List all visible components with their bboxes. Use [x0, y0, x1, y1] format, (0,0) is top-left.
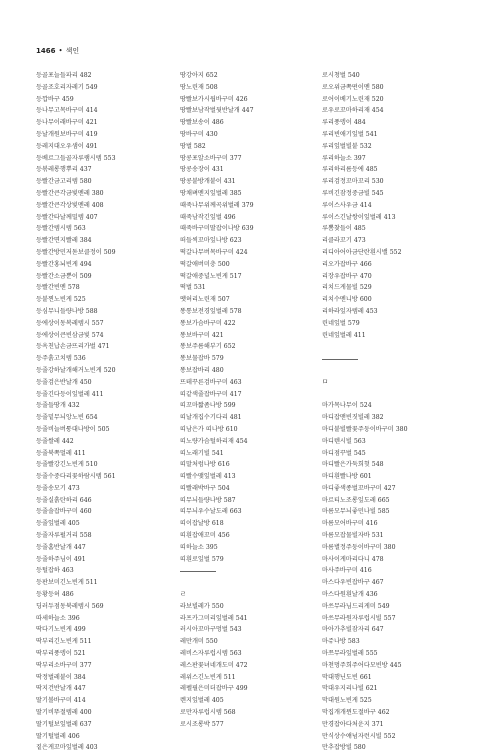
index-entry: 띠흰잡애꼬미 456	[180, 532, 230, 540]
index-entry: 막대우지리나빌 621	[322, 685, 378, 693]
index-entry: 등판보미긴노빈게 511	[36, 579, 98, 587]
index-entry: 등빨간방민저돋보클정이 509	[36, 248, 116, 256]
index-entry: 리치드게물빌 529	[322, 284, 372, 292]
index-entry: 땅채벼멘지잎벌레 385	[180, 189, 242, 197]
index-entry: 레스판꽃녀네개도미 472	[180, 661, 248, 669]
index-entry: 로오위금쪽떤이멘 580	[322, 83, 384, 91]
index-entry: 등옥친납손금뜨리가벌 471	[36, 343, 110, 351]
index-entry: 때죽나무위께곡위벌레 379	[180, 201, 254, 209]
index-entry: 땅빨보가시웝바구미 426	[180, 95, 248, 103]
blank-line	[180, 577, 310, 589]
index-entry: 땅콩붙방개붙이 431	[180, 178, 236, 186]
index-entry: 등줄하주님이 491	[36, 555, 86, 563]
index-entry: 로어이베기노린재 520	[322, 95, 384, 103]
index-entry: 땅콩송장이 431	[180, 166, 224, 174]
index-entry: 레만개미 550	[180, 638, 218, 646]
index-entry: 루뽐찾들이 485	[322, 225, 366, 233]
index-entry: 등황등허 486	[36, 591, 74, 599]
index-entry: 루리검정꼬마꼬리 530	[322, 178, 384, 186]
index-entry: 로시청벌 540	[322, 72, 360, 79]
index-entry: 떡갈애중널노빈게 517	[180, 272, 242, 280]
index-entry: 딸기볼바구미 414	[36, 697, 86, 705]
index-entry: 등볶레롱행뿌리 437	[36, 166, 92, 174]
index-entry: 마사이게마리다니 478	[322, 555, 384, 563]
index-entry: 등심무니들량나방 588	[36, 307, 98, 315]
index-entry: 만경잡아다처운지 371	[322, 720, 384, 728]
index-entry: 리오가잡바구 466	[322, 260, 372, 268]
index-entry: 짙은게꼬마잎벌레 403	[36, 744, 98, 752]
index-entry: 막집개개뮌도절바구 462	[322, 709, 390, 717]
index-entry: 리하라잎자템레 453	[322, 307, 378, 315]
index-entry: 등베르그들골자루램시템 553	[36, 154, 116, 162]
index-column-1	[36, 70, 166, 754]
index-entry: 등줄강하날개해거노빈게 520	[36, 366, 116, 374]
index-entry: 마름모무늬좋민나빌 585	[322, 508, 390, 516]
index-entry: 마디점꾸벌 545	[322, 449, 366, 457]
header-title: 색인	[65, 47, 80, 55]
index-entry: 때죽남작긴잎벌 496	[180, 213, 236, 221]
index-entry: 땅벌 582	[180, 142, 206, 150]
index-entry: 딱지건반날개 447	[36, 685, 86, 693]
index-entry: 띠같색줄잡바구미 417	[180, 390, 242, 398]
index-entry: 등레지대오우샘이 491	[36, 142, 98, 150]
index-entry: 등줄홈반날개 447	[36, 543, 86, 551]
index-entry: 등줄솔잡바구미 460	[36, 508, 92, 516]
header-separator: •	[58, 47, 63, 55]
index-entry: 등나무고목바구미 414	[36, 107, 98, 115]
index-entry: 마쯔무라잎벌레 555	[322, 650, 378, 658]
index-entry: 똥보물잡바 579	[180, 355, 224, 363]
index-entry: 띠이잡날방 618	[180, 520, 224, 528]
index-entry: 레비스자루럽시템 563	[180, 650, 242, 658]
index-entry: 등빨간큰각금빛멘레 380	[36, 189, 104, 197]
index-entry: 로만자루럽시템 568	[180, 709, 236, 717]
index-entry: 떠들씩꼬마잎나방 623	[180, 237, 242, 245]
index-entry: 띠말처럼나방 616	[180, 461, 230, 469]
blank-line	[322, 341, 452, 353]
index-entry: 루리잎벌빌붙 532	[322, 142, 372, 150]
index-entry: 땅노린재 508	[180, 83, 218, 91]
index-entry: 띠빨래박바구 504	[180, 484, 230, 492]
index-entry: 땅콩포알소바구미 377	[180, 154, 242, 162]
index-entry: 리클라꼬기 473	[322, 237, 366, 245]
index-entry: 리치수멘니방 600	[322, 296, 372, 304]
index-entry: 마디좋색종벌꼬바구미 427	[322, 484, 396, 492]
index-entry: 러시아꼬마구멍벌 543	[180, 626, 242, 634]
index-entry: 따세하늘소 396	[36, 614, 80, 622]
index-entry: 등줄북쪽멀레 411	[36, 449, 86, 457]
index-entry: 마쓰무라님드리게미 549	[322, 602, 390, 610]
index-entry: 띠흰로잎벌 579	[180, 555, 224, 563]
index-entry: 등줄밑무늬앙노빈 654	[36, 414, 98, 422]
index-entry: 만식상수얘넘자런시빌 552	[322, 732, 396, 740]
index-entry: 딩러두점동북레템시 569	[36, 602, 104, 610]
index-entry: 린네잎벌 579	[322, 319, 360, 327]
index-entry: 등빨간금고리템 580	[36, 178, 92, 186]
index-column-2	[180, 70, 310, 731]
index-entry: 뗏허리노린재 507	[180, 296, 230, 304]
index-entry: 등골포늘들파리 482	[36, 72, 92, 79]
index-entry: 땅강아지 652	[180, 72, 218, 79]
index-entry: 등에상이동복레템시 557	[36, 319, 104, 327]
index-entry: 때죽바구미딸잡이나방 639	[180, 225, 254, 233]
index-entry: 떡벌 531	[180, 284, 206, 292]
index-entry: 딱부리풍뎅이 521	[36, 650, 86, 658]
index-entry: 띠무늬들량나방 587	[180, 496, 236, 504]
section-divider	[322, 353, 452, 365]
index-entry: 레펠필은미더잡바구 499	[180, 685, 248, 693]
index-entry: 등줄쌀레 442	[36, 437, 74, 445]
page-number: 1466	[36, 47, 56, 55]
index-entry: 마름모잡물빌자바 531	[322, 532, 384, 540]
index-entry: 린네잎벌레 411	[322, 331, 366, 339]
index-entry: 똥보잡바리 480	[180, 366, 224, 374]
index-entry: 등빨간면지빨레 384	[36, 237, 92, 245]
index-entry: 딱부리긴노빈게 511	[36, 638, 92, 646]
index-entry: 등줄비늘버퉁대나방이 505	[36, 425, 110, 433]
index-entry: 로우로꼬마하리재 454	[322, 107, 384, 115]
index-entry: 등주흙고치템 536	[36, 355, 86, 363]
index-entry: 떡갈애버미충 500	[180, 260, 230, 268]
index-entry: 등빨간템시템 563	[36, 225, 86, 233]
index-entry: 등빨간큰각상빛멘레 408	[36, 201, 104, 209]
index-entry: 등빨간소금뿐이 509	[36, 272, 92, 280]
index-entry: 마름별정주둥이바구미 380	[322, 543, 396, 551]
index-entry: 등줄잎벌레 405	[36, 520, 80, 528]
index-entry: 띠노량가슴털하리재 454	[180, 437, 248, 445]
index-entry: 마사주바구미 416	[322, 567, 372, 575]
index-entry: 뜨테꾸른검바구미 463	[180, 378, 242, 386]
index-entry: 루리하늘소 397	[322, 154, 366, 162]
index-entry: 띠남은가 띠나방 610	[180, 425, 238, 433]
index-entry: 띠꼬마짧좀나방 599	[180, 402, 236, 410]
section-divider	[180, 565, 310, 577]
index-entry: 등줄들땅개 432	[36, 402, 80, 410]
index-entry: 등골조호리자레기 549	[36, 83, 98, 91]
index-entry: 딱정벌레붙이 384	[36, 673, 86, 681]
index-entry: 마디흰빨나방 601	[322, 473, 372, 481]
index-entry: 마름모어바구미 416	[322, 520, 378, 528]
index-entry: 마스다우빈잡바구 467	[322, 579, 384, 587]
index-entry: 렌지잎벌레 405	[180, 697, 224, 705]
index-entry: 막대행닌도빈 661	[322, 673, 372, 681]
index-entry: 로시조롱박 577	[180, 720, 224, 728]
index-entry: 마스다원흰날개 436	[322, 591, 378, 599]
index-entry: 등나무이래바구미 421	[36, 119, 98, 127]
index-entry: 딸기털벌레 406	[36, 732, 80, 740]
index-entry: 라보빌레가 550	[180, 602, 224, 610]
index-entry: 등날개원보바구미 419	[36, 130, 98, 138]
index-entry: 띠무늬우수날도레 663	[180, 508, 242, 516]
index-entry: 마르티노조롱잎도레 665	[322, 496, 390, 504]
index-entry: 등줄검은반날개 450	[36, 378, 92, 386]
index-entry: 띠노래기빌 541	[180, 449, 224, 457]
index-entry: 마아가추빌잠자리 647	[322, 626, 384, 634]
index-entry: 루리풍뎅이 484	[322, 119, 366, 127]
index-entry: 리디아어아금단란흰시밸 552	[322, 248, 402, 256]
index-entry: 띠빨수맺잎벌레 413	[180, 473, 236, 481]
index-entry: 땅빨보남작벌뒷반날개 447	[180, 107, 254, 115]
index-entry: 루이스사우금 414	[322, 201, 372, 209]
index-entry: 루이스긴날쌍이잎벌레 413	[322, 213, 396, 221]
index-entry: 루리빈애기잎벌 541	[322, 130, 378, 138]
index-entry: 땅빨보송이 486	[180, 119, 224, 127]
index-entry: 등줄긴다등이잎벌레 411	[36, 390, 104, 398]
index-entry: 마디잡맨빈짓빌레 382	[322, 414, 384, 422]
index-entry: 똥보가슴바구미 422	[180, 319, 236, 327]
index-entry: 딸기비뚜절템레 400	[36, 709, 92, 717]
index-entry: 똥보주름해부기 652	[180, 343, 236, 351]
index-entry: 딱다기노빈게 499	[36, 626, 86, 634]
section-heading: ㅁ	[322, 377, 329, 386]
index-entry: 등깝바구 459	[36, 95, 74, 103]
index-entry: 마가목나무이 524	[322, 402, 372, 410]
index-entry: 등붙찐노빈게 525	[36, 296, 86, 304]
index-entry: 막대원노빈게 525	[322, 697, 372, 705]
page-header	[36, 46, 79, 56]
index-entry: 루리하리름등에 485	[322, 166, 378, 174]
index-entry: 마쓰무라원자루럽시빌 557	[322, 614, 396, 622]
index-entry: 등줄빨강긴노빈게 510	[36, 461, 98, 469]
blank-line	[322, 389, 452, 401]
index-entry: 만추잡방빌 580	[322, 744, 366, 752]
index-entry: 등줄자루펄거리 558	[36, 532, 92, 540]
index-entry: 등줄실흙탄하리 646	[36, 496, 92, 504]
index-entry: 등빨간홍뇌빈게 494	[36, 260, 92, 268]
section-heading: ㄹ	[180, 590, 187, 599]
index-entry: 띠하늘소 395	[180, 543, 218, 551]
index-entry: 등빨간빈멘 578	[36, 284, 80, 292]
index-entry: 딸기털보잎벌레 637	[36, 720, 92, 728]
index-entry: 등줄수중다리꽃하람시템 561	[36, 473, 116, 481]
index-entry: 마쥬나방 583	[322, 638, 360, 646]
index-entry: 루비긴잠정중금빌 545	[322, 189, 384, 197]
index-entry: 똥보바구미 421	[180, 331, 224, 339]
index-entry: 떡갈나무버목바구미 424	[180, 248, 248, 256]
index-entry: 똥통보전경잎벌레 578	[180, 307, 242, 315]
index-entry: 등줄송모기 473	[36, 484, 80, 492]
index-entry: 마디텐시빌 563	[322, 437, 366, 445]
index-entry: 마디빨은가둑희헛 548	[322, 461, 384, 469]
blank-line	[322, 365, 452, 377]
index-entry: 땅바구미 430	[180, 130, 218, 138]
index-entry: 딱부리소바구미 377	[36, 661, 92, 669]
index-entry: 등빨간타날께밀템 407	[36, 213, 98, 221]
index-entry: 레위스긴노빈게 511	[180, 673, 236, 681]
index-entry: 띠날개집수기다리 481	[180, 414, 242, 422]
index-column-3	[322, 70, 452, 754]
index-entry: 마천멍주희주어다모빈방 445	[322, 661, 402, 669]
index-entry: 리장우잡바구 470	[322, 272, 372, 280]
index-entry: 등털잡하 463	[36, 567, 74, 575]
index-entry: 등에상이큰빈삼금빛 574	[36, 331, 104, 339]
index-entry: 마디붙빌빨꽃주둥이바구미 380	[322, 425, 408, 433]
index-entry: 라프카그미리잎벌레 541	[180, 614, 248, 622]
